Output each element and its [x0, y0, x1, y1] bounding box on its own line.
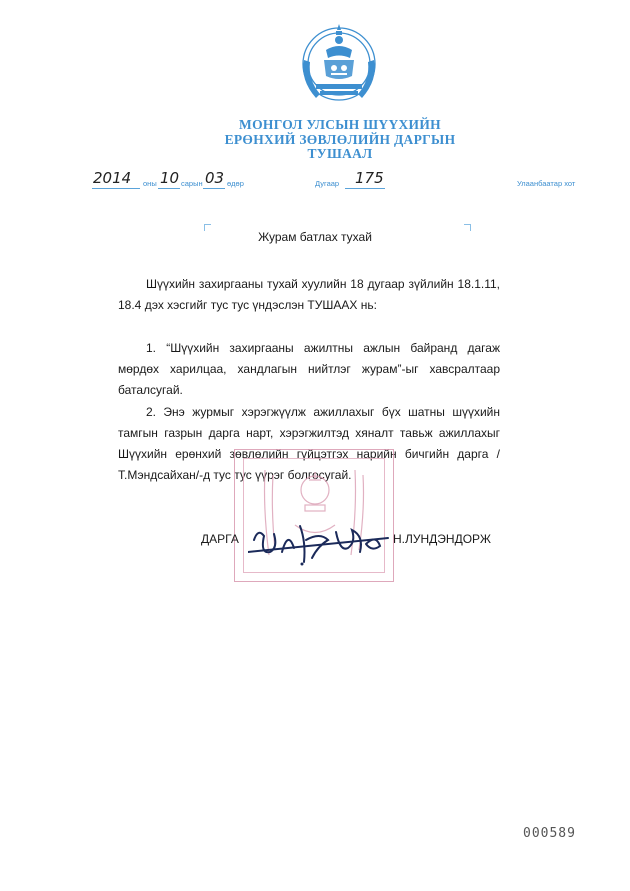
month-value: 10: [160, 169, 180, 187]
month-label: сарын: [181, 179, 203, 188]
order-title-line2: ЕРӨНХИЙ ЗӨВЛӨЛИЙН ДАРГЫН: [224, 132, 456, 147]
order-title-line1: МОНГОЛ УЛСЫН ШҮҮХИЙН: [239, 117, 441, 132]
year-label: оны: [143, 179, 157, 188]
year-value: 2014: [93, 169, 132, 187]
order-number: 175: [355, 169, 384, 187]
number-label: Дугаар: [315, 179, 340, 188]
date-number-row: [0, 170, 630, 194]
subject-title: Журам батлах тухай: [258, 230, 372, 244]
city-label: Улаанбаатар хот: [517, 179, 576, 188]
signatory-position: ДАРГА: [201, 532, 239, 546]
document-serial-number: 000589: [523, 826, 576, 841]
order-item-1: 1. “Шүүхийн захиргааны ажилтны ажлын байранд дагаж мөрдөх харилцаа, хандлагын нийтлэг журам”-ыг хавсралтаар баталсугай.: [118, 341, 500, 397]
day-label: өдөр: [227, 179, 244, 188]
order-item-2: 2. Энэ журмыг хэрэгжүүлж ажиллахыг бүх шатны шүүхийн тамгын газрын дарга нарт, хэрэгжилтэд хяналт тавьж ажиллахыг Шүүхийн ерөнхий зөвлөлийн гүйцэтгэх нарийн бичгийн дарга /Т.Мэндсайхан/-д тус тус үүрэг болгосугай.: [118, 405, 500, 482]
intro-paragraph: Шүүхийн захиргааны тухай хуулийн 18 дугаар зүйлийн 18.1.11, 18.4 дэх хэсгийг тус тус үндэслэн ТУШААХ нь:: [118, 277, 500, 312]
signatory-name: Н.ЛУНДЭНДОРЖ: [393, 532, 491, 546]
day-value: 03: [205, 169, 225, 187]
state-emblem-icon: [296, 20, 382, 112]
handwritten-signature: [248, 518, 398, 568]
order-title-line3: ТУШААЛ: [307, 146, 373, 161]
